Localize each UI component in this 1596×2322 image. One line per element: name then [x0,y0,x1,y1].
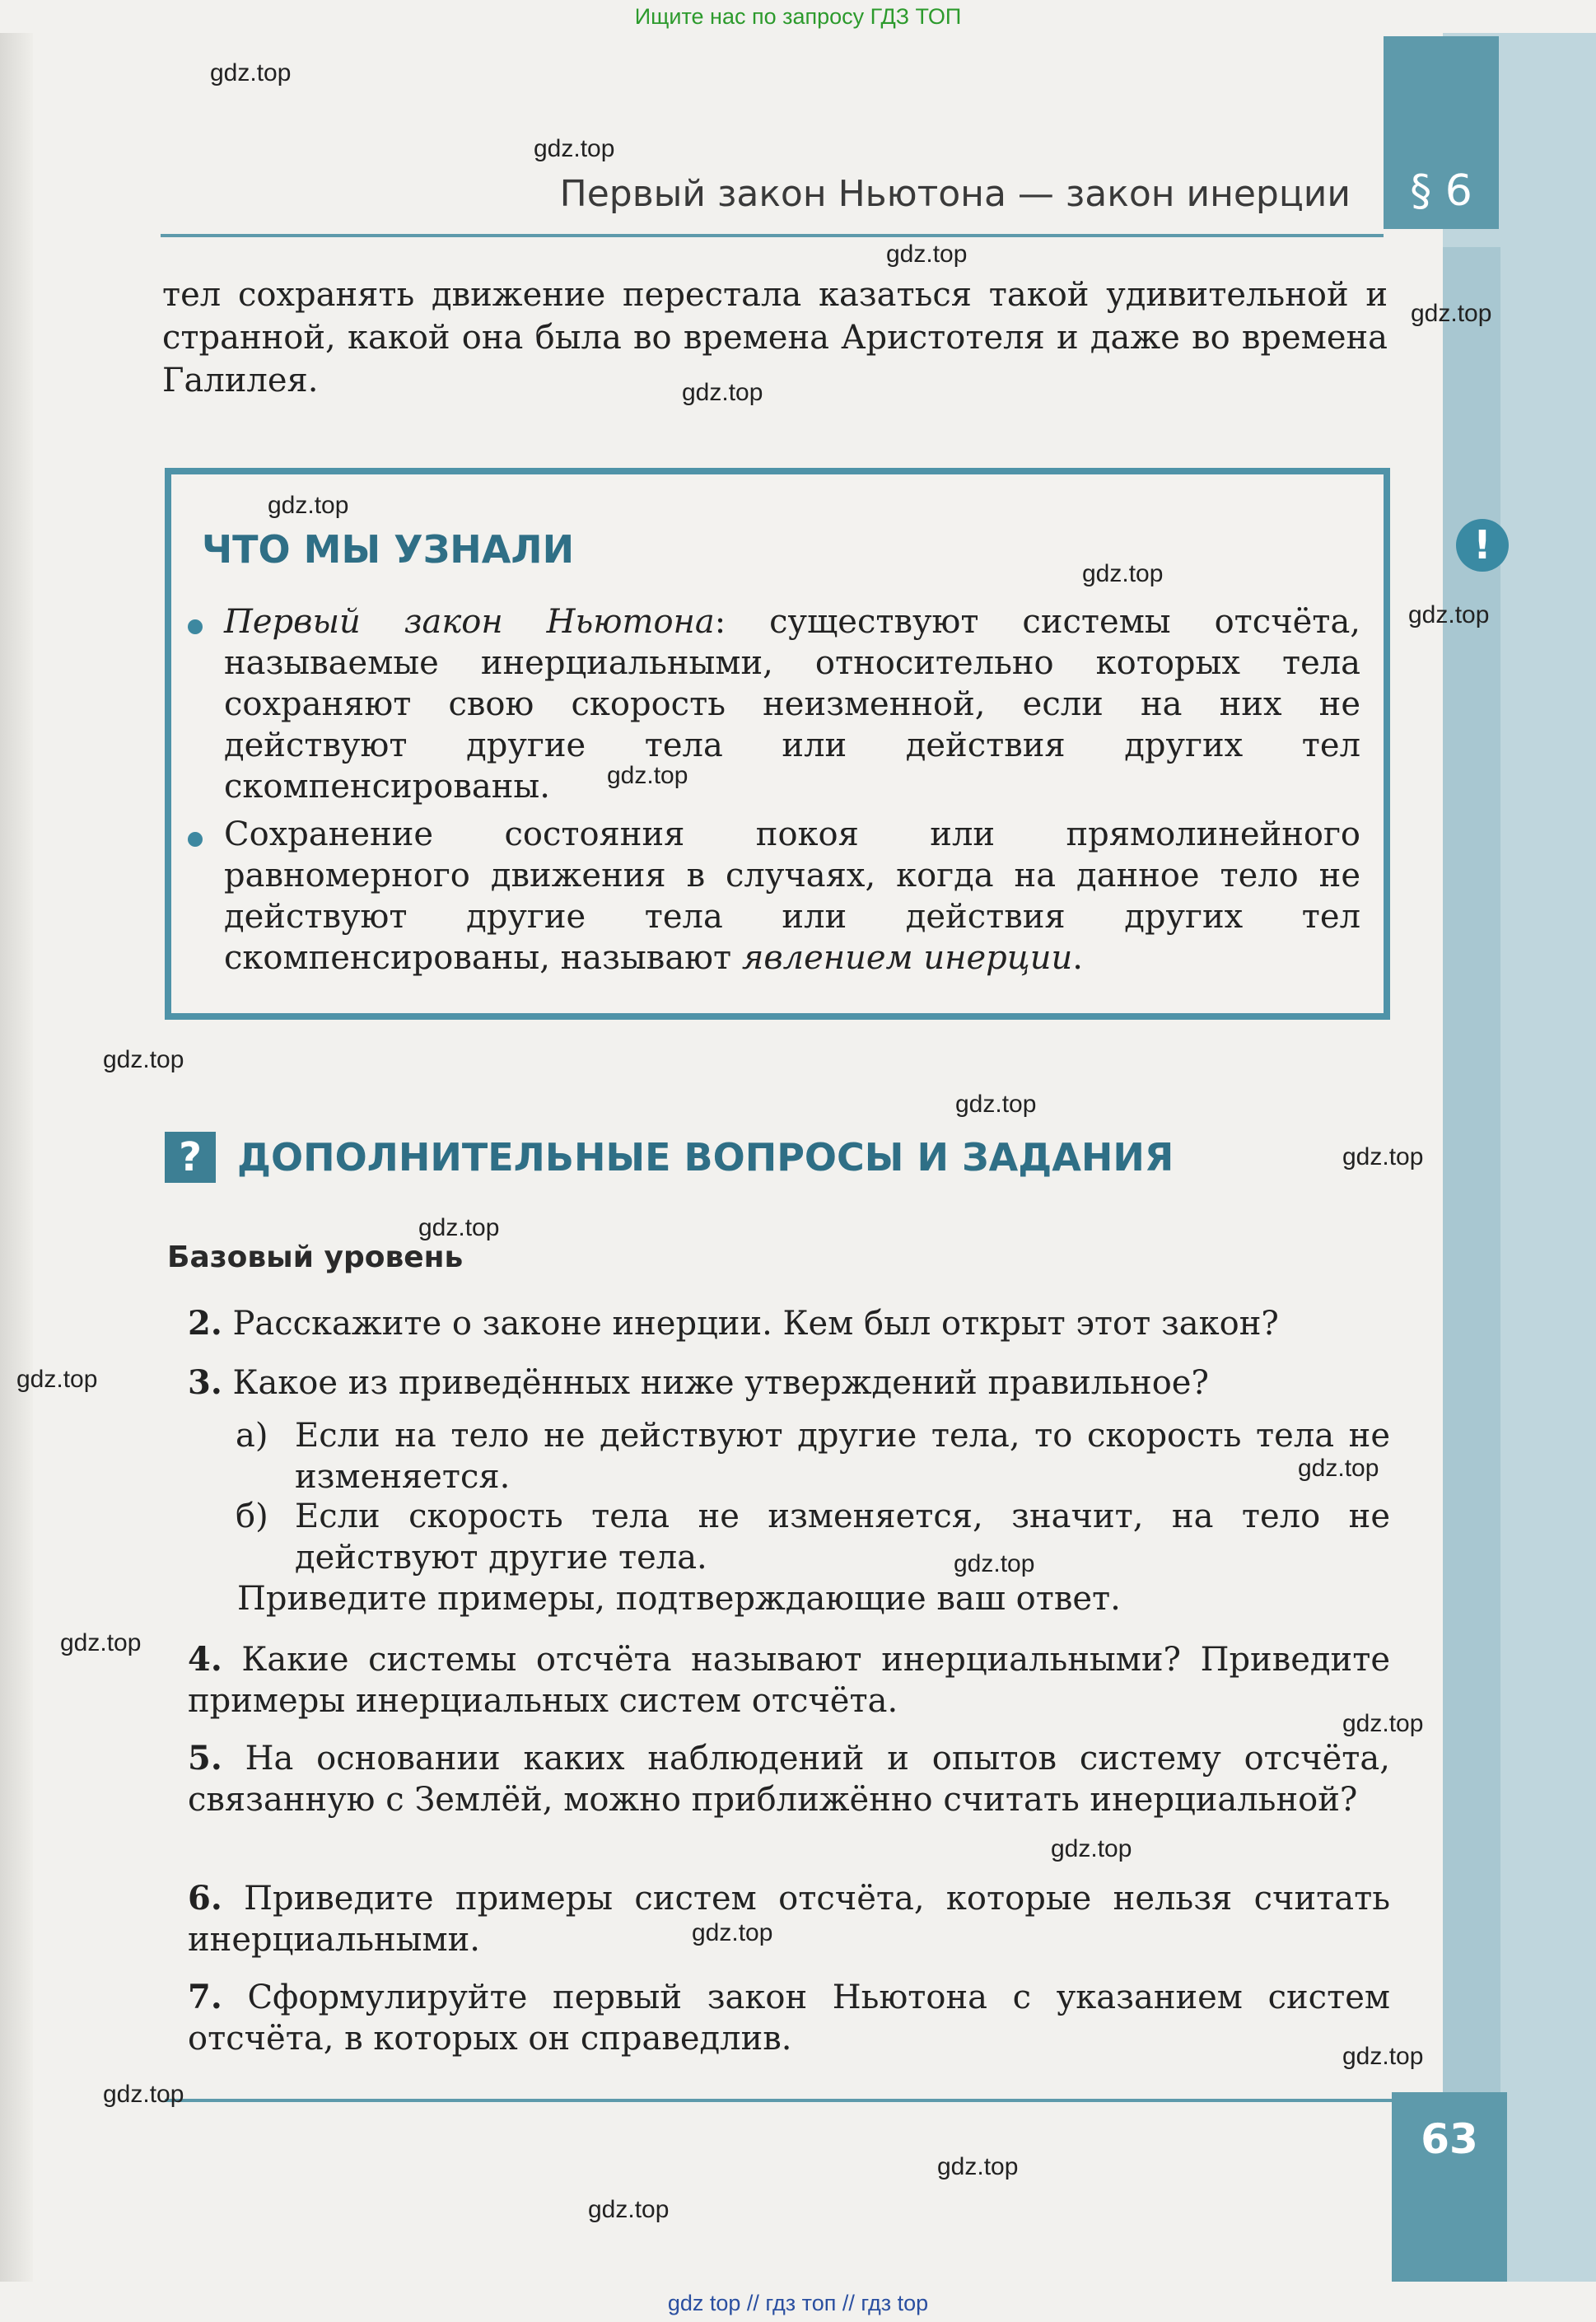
watermark: gdz.top [682,379,763,406]
watermark: gdz.top [1342,1710,1424,1737]
question-4 [188,1639,1390,1722]
questions-title: ДОПОЛНИТЕЛЬНЫЕ ВОПРОСЫ И ЗАДАНИЯ [237,1135,1174,1180]
page-number-tab [1392,2092,1507,2282]
question-number: 2. [188,1304,222,1343]
question-number: 5. [188,1739,222,1778]
watermark: gdz.top [955,1091,1037,1118]
learned-item-1-text: : существуют системы отсчёта, называемые инерциальными, относительно которых тела сохраняют свою скорость неизменной, если на них не действуют другие тела или действия других тел скомпенсированы. [224,603,1361,806]
newton-law-term: Первый закон Ньютона [224,603,715,641]
watermark: gdz.top [268,492,349,519]
watermark: gdz.top [534,135,615,162]
question-number: 7. [188,1978,222,2016]
question-number: 6. [188,1879,222,1918]
header-rule [161,234,1384,237]
option-b: Если скорость тела не изменяется, значит, на тело не действуют другие тела. [295,1497,1390,1577]
watermark: gdz.top [60,1629,142,1656]
option-label-a: а) [236,1417,268,1455]
watermark: gdz.top [588,2196,670,2223]
question-5 [188,1738,1390,1820]
watermark: gdz.top [1342,2043,1424,2070]
learned-item-2-text: Сохранение состояния покоя или прямолинейного равномерного движения в случаях, когда на данное тело не действуют другие тела или действия других тел скомпенсированы, называют [224,815,1360,977]
question-7 [188,1977,1390,2059]
option-label-b: б) [236,1497,268,1535]
watermark: gdz.top [1408,601,1490,628]
inertia-term: явлением инерции [741,939,1073,977]
question-text: Какое из приведённых ниже утверждений правильное? [232,1364,1209,1402]
question-mark-icon: ? [165,1132,216,1183]
watermark: gdz.top [103,2081,184,2108]
watermark: gdz.top [1298,1455,1379,1482]
running-header-title: Первый закон Ньютона — закон инерции [559,173,1351,215]
page-number: 63 [1421,2115,1478,2163]
watermark: gdz.top [16,1366,98,1393]
watermark: gdz.top [954,1550,1035,1577]
question-3 [188,1362,1390,1404]
question-text: Расскажите о законе инерции. Кем был открыт этот закон? [232,1305,1279,1343]
watermark: gdz.top [937,2153,1019,2180]
level-heading: Базовый уровень [167,1240,464,1274]
watermark: gdz.top [210,59,292,86]
top-banner[interactable]: Ищите нас по запросу ГДЗ ТОП [634,4,962,29]
watermark: gdz.top [1342,1143,1424,1170]
learned-item-1 [224,601,1360,807]
bottom-banner[interactable]: gdz top // гдз топ // гдз top [667,2291,929,2315]
question-text: На основании каких наблюдений и опытов систему отсчёта, связанную с Землёй, можно приближённо считать инерциальной? [188,1740,1390,1819]
learned-title: ЧТО МЫ УЗНАЛИ [202,527,575,572]
watermark: gdz.top [1082,560,1164,587]
question-number: 4. [188,1640,222,1679]
question-6 [188,1878,1390,1960]
section-tab [1384,36,1499,229]
bullet-dot [188,832,203,847]
option-a: Если на тело не действуют другие тела, то скорость тела не изменяется. [295,1417,1390,1496]
page-binding [0,33,33,2282]
watermark: gdz.top [692,1919,773,1946]
question-2 [188,1303,1390,1344]
footer-rule [165,2099,1392,2102]
watermark: gdz.top [607,762,688,789]
question-number: 3. [188,1363,222,1402]
learned-item-2-end: . [1072,939,1083,977]
watermark: gdz.top [886,241,968,268]
watermark: gdz.top [1051,1835,1132,1862]
watermark: gdz.top [418,1214,500,1241]
intro-paragraph: тел сохранять движение перестала казаться такой удивительной и странной, какой она была во времена Аристотеля и даже во времена Галилея. [162,276,1388,399]
watermark: gdz.top [103,1046,184,1073]
bullet-dot [188,619,203,634]
question-text: Приведите примеры систем отсчёта, которые нельзя считать инерциальными. [188,1880,1390,1959]
watermark: gdz.top [1411,300,1492,327]
section-number: § 6 [1410,166,1472,216]
exclamation-icon: ! [1456,519,1509,572]
question-text: Сформулируйте первый закон Ньютона с указанием систем отсчёта, в которых он справедлив. [188,1979,1390,2058]
question-3-note: Приведите примеры, подтверждающие ваш ответ. [237,1580,1121,1618]
learned-item-2 [224,814,1360,979]
question-text: Какие системы отсчёта называют инерциальными? Приведите примеры инерциальных систем отсчёта. [188,1641,1390,1720]
